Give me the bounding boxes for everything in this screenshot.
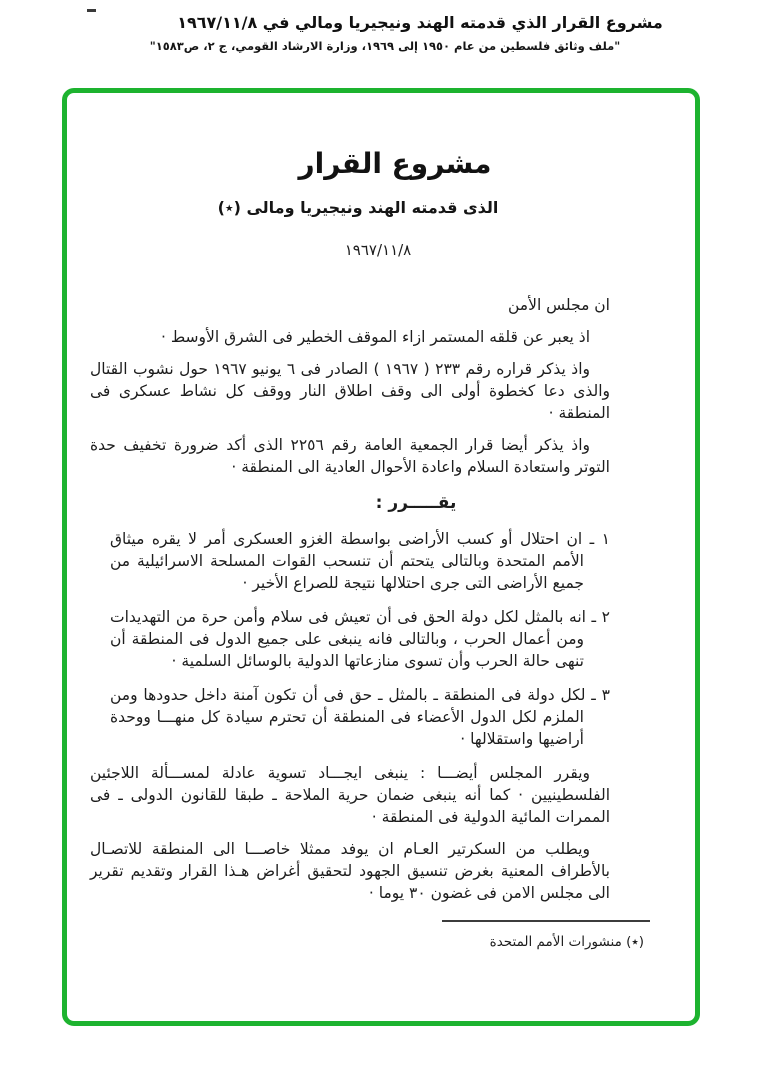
footnote-block xyxy=(442,920,650,953)
addressee-line: ان مجلس الأمن xyxy=(508,296,610,314)
document-date: ١٩٦٧/١١/٨ xyxy=(344,241,412,259)
closing-paragraph: ويطلب من السكرتير العـام ان يوفد ممثلا خاصـــا الى المنطقة للاتصـال بالأطراف المعنية بغرض تنسيق الجهود لتحقيق أغراض هـذا القرار وتقديم تقرير الى مجلس الامن فى غضون ٣٠ يوما · xyxy=(90,840,610,902)
closing-paragraph: ويقرر المجلس أيضـــا : ينبغى ايجـــاد تسوية عادلة لمســـألة اللاجئين الفلسطينيين · كما أنه ينبغى ضمان حرية الملاحة ـ طبقا للقانون الدولى ـ فى الممرات المائية الدولية فى المنطقة · xyxy=(90,764,610,826)
preamble-paragraph: اذ يعبر عن قلقه المستمر ازاء الموقف الخطير فى الشرق الأوسط · xyxy=(160,328,590,346)
document-title: مشروع القرار xyxy=(298,147,492,180)
scan-artifact-dash xyxy=(87,9,96,12)
resolution-text xyxy=(90,294,644,953)
footnote: (٭) منشورات الأمم المتحدة xyxy=(489,934,644,950)
preamble-paragraph: واذ يذكر قراره رقم ٢٣٣ ( ١٩٦٧ ) الصادر فى ٦ يونيو ١٩٦٧ حول نشوب القتال والذى دعا كخطوة أولى الى وقف اطلاق النار ووقف كل نشاط عسكرى فى المنطقة · xyxy=(90,360,610,422)
citation-header xyxy=(100,13,740,53)
citation-source: "ملف وثائق فلسطين من عام ١٩٥٠ إلى ١٩٦٩، وزارة الارشاد القومي، ج ٢، ص١٥٨٣" xyxy=(149,39,621,53)
document-title-block xyxy=(90,149,610,261)
resolution-item-3: ٣ ـ لكل دولة فى المنطقة ـ بالمثل ـ حق فى أن تكون آمنة داخل حدودها ومن الملزم لكل الدول الأعضاء فى المنطقة أن تحترم سيادة كل منهـــا ووحدة أراضيها واستقلالها · xyxy=(110,686,610,748)
citation-title: مشروع القرار الذي قدمته الهند ونيجيريا ومالي في ١٩٦٧/١١/٨ xyxy=(177,13,663,32)
decision-heading: يقـــــرر : xyxy=(375,493,457,513)
document-subtitle: الذى قدمته الهند ونيجيريا ومالى (٭) xyxy=(217,198,499,217)
document-body xyxy=(67,93,695,1021)
preamble-paragraph: واذ يذكر أيضا قرار الجمعية العامة رقم ٢٢٥٦ الذى أكد ضرورة تخفيف حدة التوتر واستعادة السلام واعادة الأحوال العادية الى المنطقة · xyxy=(90,436,610,476)
document-frame xyxy=(62,88,700,1026)
resolution-item-2: ٢ ـ انه بالمثل لكل دولة الحق فى أن تعيش فى سلام وأمن حرة من التهديدات ومن أعمال الحرب ، وبالتالى فانه ينبغى على جميع الدول فى المنطقة أن تنهى حالة الحرب وأن تسوى منازعاتها الدولية بالوسائل السلمية · xyxy=(110,608,610,670)
resolution-item-1: ١ ـ ان احتلال أو كسب الأراضى بواسطة الغزو العسكرى أمر لا يقره ميثاق الأمم المتحدة وبالتالى يتحتم أن تنسحب القوات المسلحة الاسرائيلية من جميع الأراضى التى جرى احتلالها نتيجة للصراع الأخير · xyxy=(110,530,610,592)
